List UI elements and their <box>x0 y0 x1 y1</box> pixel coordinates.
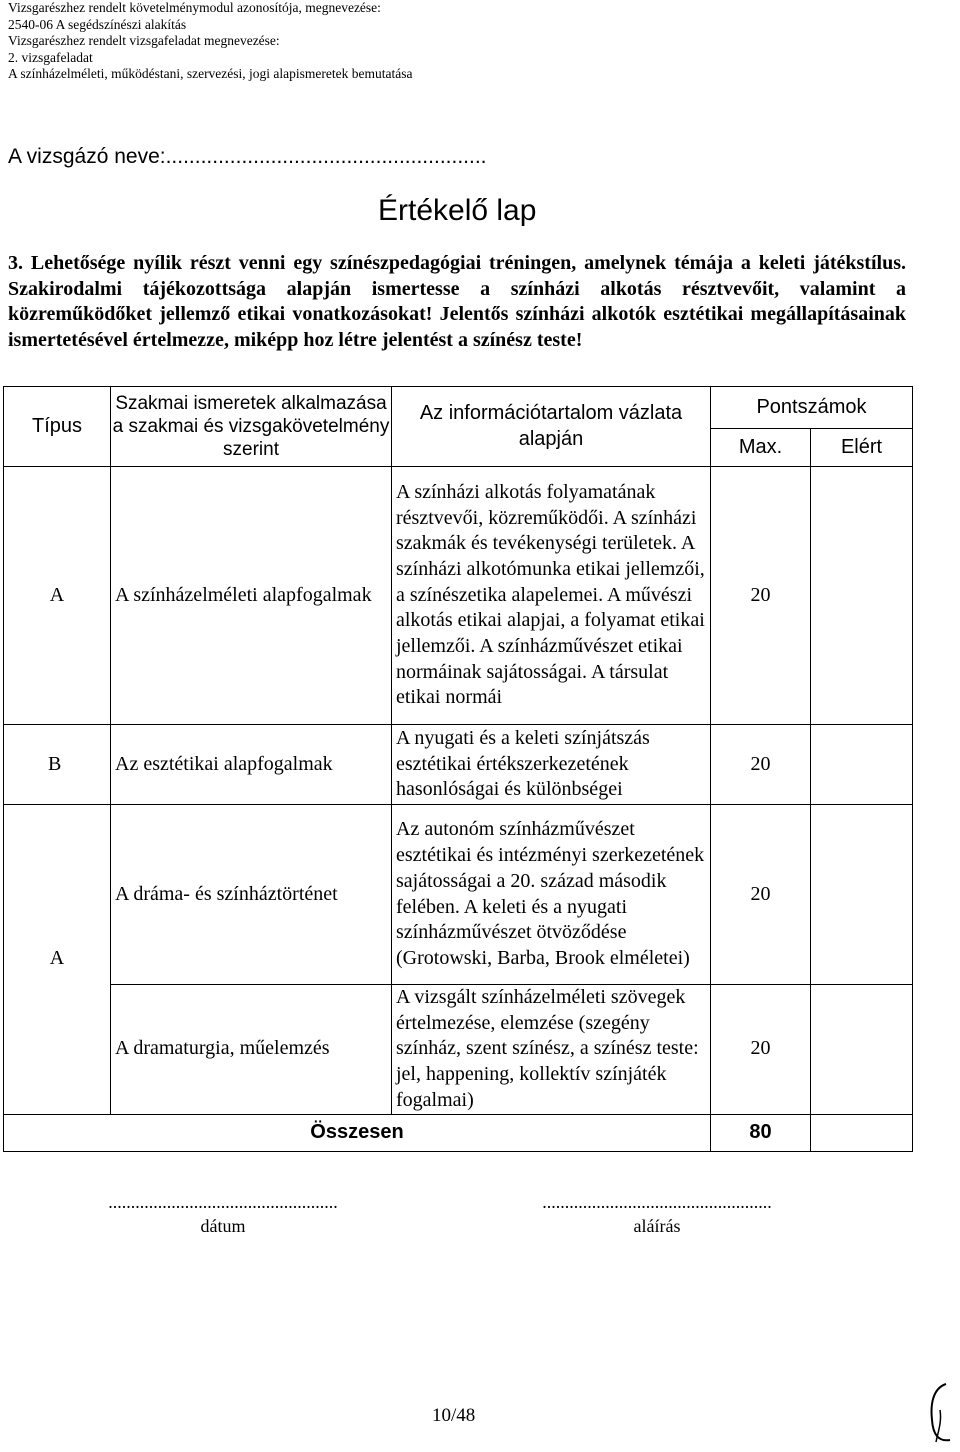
table-row <box>4 467 913 725</box>
header-knowledge: Szakmai ismeretek alkalmazása a szakmai és vizsgakövetelmény szerint <box>111 387 392 467</box>
table-row <box>4 725 913 805</box>
header-line: 2. vizsgafeladat <box>8 49 93 65</box>
document-header <box>8 0 412 83</box>
candidate-name-field: A vizsgázó neve:....................................................... <box>8 145 487 168</box>
row-max: 20 <box>711 985 811 1115</box>
table-row <box>4 805 913 985</box>
row-max: 20 <box>711 805 811 985</box>
row-achieved[interactable] <box>811 467 913 725</box>
total-achieved[interactable] <box>811 1114 913 1151</box>
page-title: Értékelő lap <box>378 194 537 227</box>
row-achieved[interactable] <box>811 805 913 985</box>
task-description: 3. Lehetősége nyílik részt venni egy színészpedagógiai tréningen, amelynek témája a keleti játékstílus. Szakirodalmi tájékozottsága alapján ismertesse a színházi alkotás résztvevőit, valamint a közreműködőket jellemző etikai vonatkozásokat! Jelentős színházi alkotók esztétikai megállapításainak ismertetésével értelmezze, miképp hoz létre jelentést a színész teste! <box>8 252 906 352</box>
table-row <box>4 985 913 1115</box>
date-signature-block <box>88 1190 358 1238</box>
row-achieved[interactable] <box>811 725 913 805</box>
row-knowledge: A dráma- és színháztörténet <box>111 805 392 985</box>
row-type: B <box>4 725 111 805</box>
header-type: Típus <box>4 387 111 467</box>
date-line: ................................................... <box>108 1192 338 1212</box>
header-achieved: Elért <box>811 429 913 467</box>
evaluation-table <box>3 386 913 1152</box>
row-max: 20 <box>711 467 811 725</box>
header-points: Pontszámok <box>711 387 913 429</box>
row-type: A <box>4 467 111 725</box>
header-line: Vizsgarészhez rendelt vizsgafeladat megnevezése: <box>8 33 280 49</box>
row-outline: Az autonóm színházművészet esztétikai és intézményi szerkezetének sajátosságai a 20. század második felében. A keleti és a nyugati színházművészet ötvöződése (Grotowski, Barba, Brook elméletei) <box>392 805 711 985</box>
total-max: 80 <box>711 1114 811 1151</box>
date-label: dátum <box>200 1216 246 1236</box>
page-number: 10/48 <box>432 1405 476 1426</box>
row-outline: A nyugati és a keleti színjátszás esztétikai értékszerkezetének hasonlóságai és különbségei <box>392 725 711 805</box>
total-row <box>4 1114 913 1151</box>
header-outline: Az információtartalom vázlata alapján <box>392 387 711 467</box>
row-knowledge: Az esztétikai alapfogalmak <box>111 725 392 805</box>
row-knowledge: A dramaturgia, műelemzés <box>111 985 392 1115</box>
signature-label: aláírás <box>633 1216 681 1236</box>
header-max: Max. <box>711 429 811 467</box>
handwritten-mark-icon <box>924 1380 956 1448</box>
row-knowledge: A színházelméleti alapfogalmak <box>111 467 392 725</box>
row-achieved[interactable] <box>811 985 913 1115</box>
total-label: Összesen <box>4 1114 711 1151</box>
row-type: A <box>4 805 111 1115</box>
header-line: A színházelméleti, működéstani, szervezési, jogi alapismeretek bemutatása <box>8 66 413 82</box>
header-line: 2540-06 A segédszínészi alakítás <box>8 16 187 32</box>
signature-block <box>522 1190 792 1238</box>
row-outline: A színházi alkotás folyamatának résztvevői, közreműködői. A színházi szakmák és tevékenységi területek. A színházi alkotómunka etikai jellemzői, a színészetika alapelemei. A művészi alkotás etikai alapjai, a folyamat etikai jellemzői. A színházművészet etikai normáinak sajátosságai. A társulat etikai normái <box>392 467 711 725</box>
header-line: Vizsgarészhez rendelt követelménymodul azonosítója, megnevezése: <box>8 0 381 15</box>
row-outline: A vizsgált színházelméleti szövegek értelmezése, elemzése (szegény színház, szent színész, a színész teste: jel, happening, kollektív színjáték fogalmai) <box>392 985 711 1115</box>
signature-line: ................................................... <box>542 1192 772 1212</box>
row-max: 20 <box>711 725 811 805</box>
